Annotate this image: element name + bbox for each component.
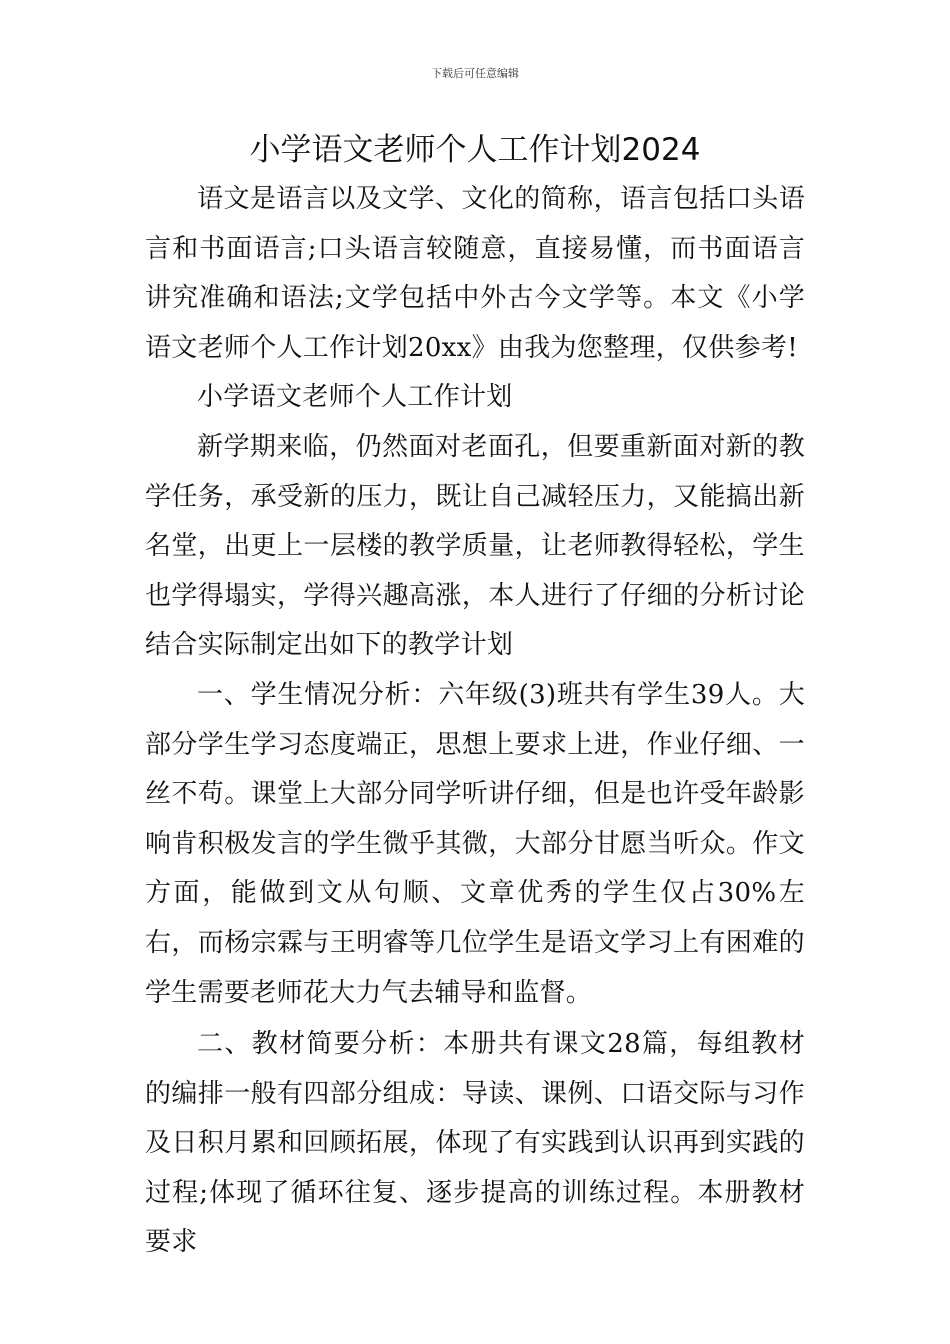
document-title: 小学语文老师个人工作计划2024 — [249, 132, 701, 168]
paragraph-intro: 语文是语言以及文学、文化的简称，语言包括口头语言和书面语言;口头语言较随意，直接易懂，而书面语言讲究准确和语法;文学包括中外古今文学等。本文《小学语文老师个人工作计划20xx》由我为您整理，仅供参考! — [145, 184, 805, 363]
paragraph-textbook-analysis: 二、教材简要分析：本册共有课文28篇，每组教材的编排一般有四部分组成：导读、课例、口语交际与习作及日积月累和回顾拓展，体现了有实践到认识再到实践的过程;体现了循环往复、逐步提高的训练过程。本册教材要求 — [145, 1029, 805, 1258]
document-body — [145, 175, 805, 1268]
header-note: 下载后可任意编辑 — [431, 67, 519, 80]
paragraph-student-analysis: 一、学生情况分析：六年级(3)班共有学生39人。大部分学生学习态度端正，思想上要求上进，作业仔细、一丝不苟。课堂上大部分同学听讲仔细，但是也许受年龄影响肯积极发言的学生微乎其微，大部分甘愿当听众。作文方面，能做到文从句顺、文章优秀的学生仅占30%左右，而杨宗霖与王明睿等几位学生是语文学习上有困难的学生需要老师花大力气去辅导和监督。 — [145, 679, 805, 1008]
paragraph-subtitle: 小学语文老师个人工作计划 — [197, 382, 513, 413]
paragraph-new-semester: 新学期来临，仍然面对老面孔，但要重新面对新的教学任务，承受新的压力，既让自己减轻压力，又能搞出新名堂，出更上一层楼的教学质量，让老师教得轻松，学生也学得塌实，学得兴趣高涨，本人进行了仔细的分析讨论结合实际制定出如下的教学计划 — [145, 431, 805, 661]
